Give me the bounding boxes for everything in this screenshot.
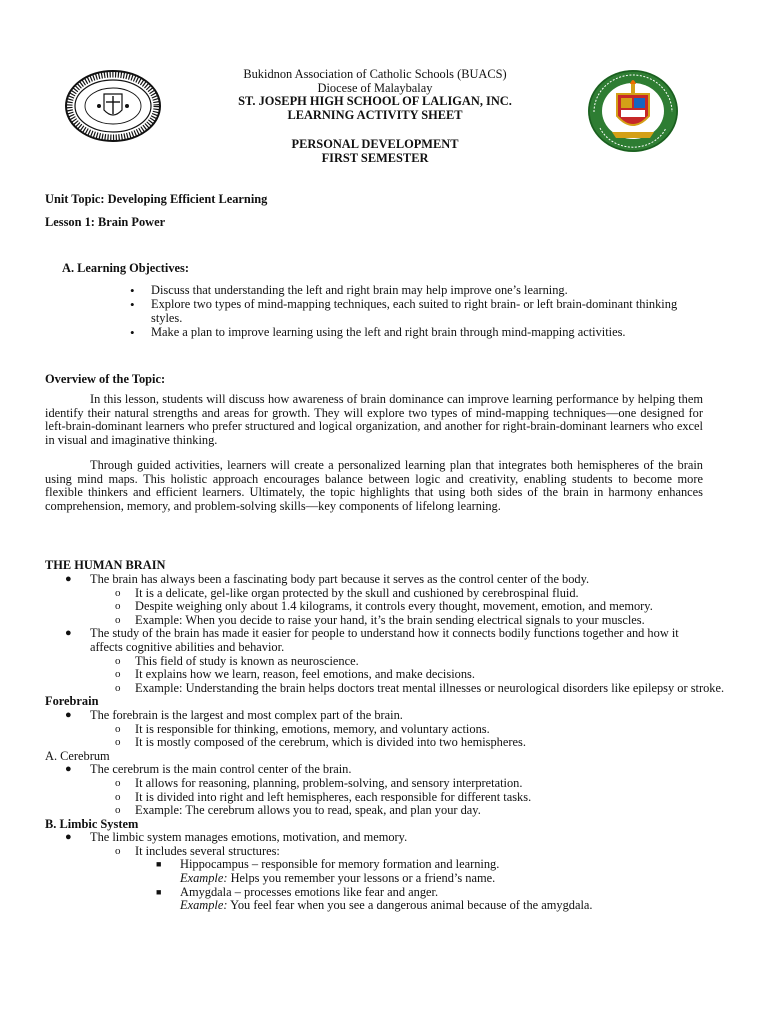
list-item: o It includes several structures: [115,843,280,858]
list-item: o It is a delicate, gel-like organ protected by the skull and cushioned by cerebrospinal fluid. [115,585,579,600]
buacs-seal-logo [64,70,162,142]
subject-name: PERSONAL DEVELOPMENT [291,137,459,151]
list-item: o It explains how we learn, reason, feel emotions, and make decisions. [115,667,475,682]
cerebrum-heading: A. Cerebrum [45,748,110,763]
list-item: o It is mostly composed of the cerebrum, which is divided into two hemispheres. [115,735,526,750]
list-item: o Example: The cerebrum allows you to read, speak, and plan your day. [115,803,481,818]
list-item: ● The limbic system manages emotions, motivation, and memory. [65,830,408,845]
bullet-icon: ● [65,831,72,844]
objectives-list [130,284,710,340]
limbic-heading: B. Limbic System [45,816,139,831]
bullet-icon: ● [65,708,72,721]
list-item: o It is responsible for thinking, emotions, memory, and voluntary actions. [115,721,490,736]
square-bullet-icon: ■ [156,886,162,897]
circle-bullet-icon: o [115,776,121,789]
forebrain-heading: Forebrain [45,694,99,709]
overview-paragraph-1: In this lesson, students will discuss how awareness of brain dominance can improve learning performance by helping them identify their natural strengths and areas for growth. They will explore two types of mind-mapping techniques—one designed for left-brain-dominant learners who prefer structured and logical organization, and another for right-brain-dominant learners who excel in visual and imaginative thinking. [45,392,703,447]
overview-heading: Overview of the Topic: [45,372,166,386]
circle-bullet-icon: o [115,722,121,735]
list-item: o It allows for reasoning, planning, problem-solving, and sensory interpretation. [115,775,523,790]
school-name: ST. JOSEPH HIGH SCHOOL OF LALIGAN, INC. [238,94,512,109]
lesson-title: Lesson 1: Brain Power [45,215,166,229]
brain-outline [45,572,725,913]
sheet-title: LEARNING ACTIVITY SHEET [287,107,463,122]
objective-item: • Make a plan to improve learning using the left and right brain through mind-mapping activities. [130,326,710,340]
overview-paragraph-2: Through guided activities, learners will create a personalized learning plan that integrates both hemispheres of the brain using mind maps. This holistic approach encourages balance between logic and creativity, enabling students to become more flexible thinkers and efficient learners. Ultimately, the topic highlights that using both sides of the brain in harmony enhances comprehension, memory, and problem-solving skills—key components of lifelong learning. [45,458,703,513]
objectives-heading: A. Learning Objectives: [62,261,189,275]
circle-bullet-icon: o [115,804,121,817]
circle-bullet-icon: o [115,600,121,613]
association-name: Bukidnon Association of Catholic Schools (BUACS) [243,67,507,81]
list-item: o This field of study is known as neuroscience. [115,653,359,668]
st-joseph-school-seal-logo [586,68,680,154]
objective-item: • Discuss that understanding the left and right brain may help improve one’s learning. [130,284,710,298]
list-item: ● The study of the brain has made it easier for people to understand how it connects bodily functions together and how it affects cognitive abilities and behavior. [65,626,679,654]
diocese-name: Diocese of Malaybalay [317,80,433,95]
list-item: ● The forebrain is the largest and most complex part of the brain. [65,707,403,722]
list-item: o Example: Understanding the brain helps doctors treat mental illnesses or neurological disorders like epilepsy or stroke. [115,680,725,695]
bullet-icon: ● [65,627,72,640]
bullet-icon: ● [65,573,72,585]
list-item: o Despite weighing only about 1.4 kilograms, it controls every thought, movement, emotion, and memory. [115,599,653,614]
circle-bullet-icon: o [115,844,121,857]
subject-block [170,138,580,165]
circle-bullet-icon: o [115,790,121,803]
square-bullet-icon: ■ [156,859,162,870]
bullet-icon: ● [65,763,72,776]
list-item: ● The cerebrum is the main control center of the brain. [65,762,352,777]
semester: FIRST SEMESTER [321,150,429,165]
circle-bullet-icon: o [115,736,121,749]
list-item: o It is divided into right and left hemispheres, each responsible for different tasks. [115,789,532,804]
circle-bullet-icon: o [115,681,121,694]
list-item: ■ Hippocampus – responsible for memory formation and learning. Example: Helps you remember your lessons or a friend’s name. [156,857,500,886]
unit-topic: Unit Topic: Developing Efficient Learning [45,192,268,206]
circle-bullet-icon: o [115,668,121,681]
circle-bullet-icon: o [115,586,121,599]
circle-bullet-icon: o [115,654,121,667]
objective-item: • Explore two types of mind-mapping techniques, each suited to right brain- or left brain-dominant thinking styles. [130,298,710,325]
document-header [170,68,580,122]
human-brain-heading: THE HUMAN BRAIN [45,558,166,572]
circle-bullet-icon: o [115,613,121,626]
list-item: ● The brain has always been a fascinating body part because it serves as the control center of the body. [65,572,590,586]
list-item: o Example: When you decide to raise your hand, it’s the brain sending electrical signals to your muscles. [115,612,645,627]
list-item: ■ Amygdala – processes emotions like fear and anger. Example: You feel fear when you see a dangerous animal because of the amygdala. [156,884,593,913]
